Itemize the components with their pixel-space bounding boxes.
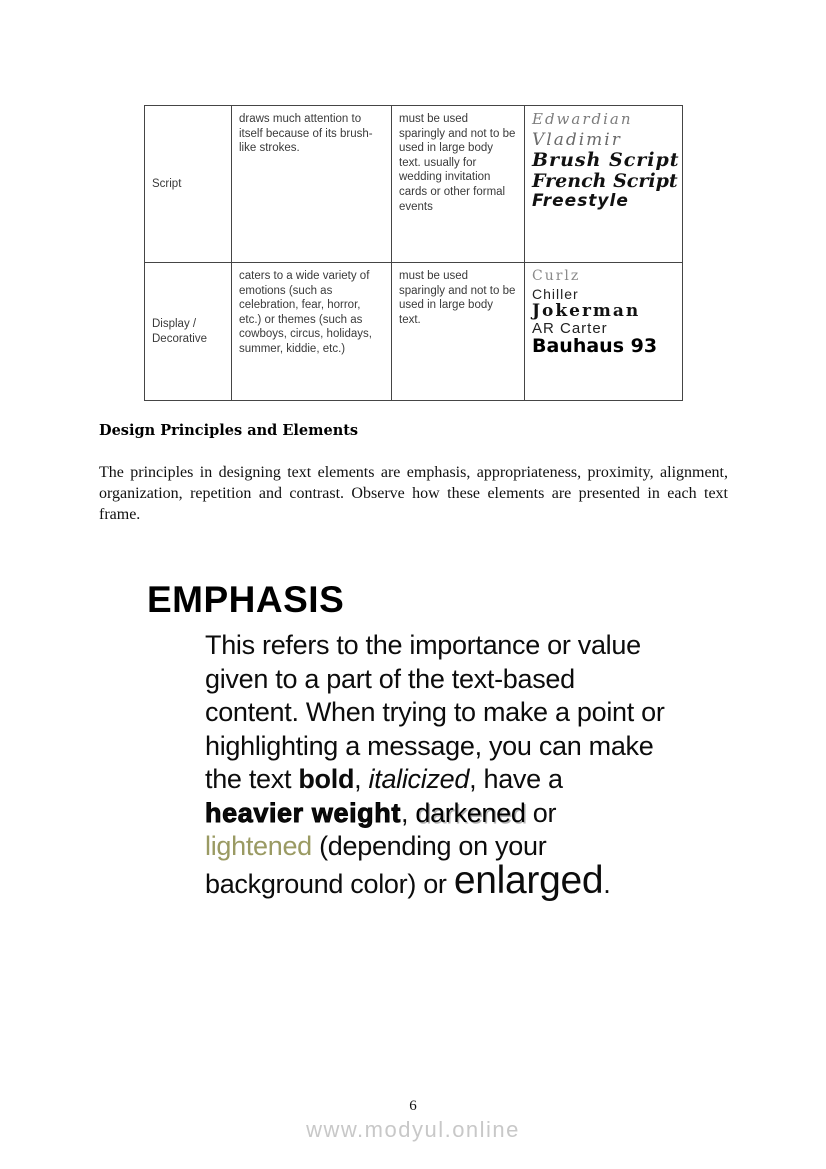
category-label: Script xyxy=(152,177,182,190)
examples-cell xyxy=(525,106,683,263)
usage-cell xyxy=(392,263,525,401)
emphasis-line xyxy=(205,763,705,797)
emphasis-bold-demo: bold xyxy=(298,764,355,794)
font-sample-curlz: Curlz xyxy=(532,268,581,284)
description-cell xyxy=(232,106,392,263)
font-sample-ar-carter: AR Carter xyxy=(532,319,608,337)
emphasis-line xyxy=(205,663,705,697)
table-row xyxy=(145,106,683,263)
emphasis-text: , xyxy=(400,797,416,828)
emphasis-text: , xyxy=(354,764,369,794)
description-text: draws much attention to itself because of its brush-like strokes. xyxy=(239,113,373,155)
usage-text: must be used sparingly and not to be used in large body text. usually for wedding invitation cards or other formal events xyxy=(399,113,516,213)
examples-cell xyxy=(525,263,683,401)
emphasis-line xyxy=(205,797,705,831)
table-row xyxy=(145,263,683,401)
emphasis-text: This refers to the importance or value xyxy=(205,630,641,660)
emphasis-line xyxy=(205,858,705,902)
watermark: www.modyul.online xyxy=(306,1117,520,1142)
usage-cell xyxy=(392,106,525,263)
description-cell xyxy=(232,263,392,401)
description-text: caters to a wide variety of emotions (such as celebration, fear, horror, etc.) or themes (such as cowboys, circus, holidays, summer, kiddie, etc.) xyxy=(239,270,372,355)
emphasis-enlarged-demo: enlarged xyxy=(453,858,604,902)
font-sample-chiller: Chiller xyxy=(532,285,579,302)
page-number: 6 xyxy=(409,1098,417,1114)
emphasis-text: background color) or xyxy=(205,868,454,899)
font-sample-brush-script: Brush Script xyxy=(532,149,680,172)
usage-text: must be used sparingly and not to be used in large body text. xyxy=(399,270,516,326)
category-label: Display / Decorative xyxy=(152,317,207,345)
font-sample-jokerman: Jokerman xyxy=(532,301,641,322)
font-sample-freestyle: Freestyle xyxy=(532,191,629,212)
emphasis-line xyxy=(205,629,705,663)
emphasis-heavy-weight-demo: heavier weight xyxy=(205,797,401,828)
category-cell xyxy=(145,106,232,263)
emphasis-text: or xyxy=(525,797,557,828)
emphasis-line xyxy=(205,696,705,730)
category-cell xyxy=(145,263,232,401)
emphasis-text: . xyxy=(603,868,611,899)
section-paragraph: The principles in designing text elements are emphasis, appropriateness, proximity, alignment, organization, repetition and contrast. Observe how these elements are presented in each text frame. xyxy=(99,464,728,523)
emphasis-darkened-demo: darkened xyxy=(415,797,526,828)
emphasis-lightened-demo: lightened xyxy=(205,831,312,861)
font-categories-table xyxy=(144,105,683,401)
emphasis-heading: EMPHASIS xyxy=(147,579,345,620)
section-heading: Design Principles and Elements xyxy=(99,422,359,439)
font-sample-bauhaus-93: Bauhaus 93 xyxy=(532,335,658,358)
emphasis-text: (depending on your xyxy=(311,831,547,861)
font-sample-edwardian: Edwardian xyxy=(532,110,633,128)
emphasis-text: highlighting a message, you can make xyxy=(205,730,654,761)
emphasis-italic-demo: italicized xyxy=(368,764,470,794)
emphasis-text: given to a part of the text-based xyxy=(205,663,575,694)
emphasis-text: content. When trying to make a point or xyxy=(205,697,665,727)
emphasis-text: the text xyxy=(205,764,299,794)
emphasis-body xyxy=(205,629,705,901)
emphasis-line xyxy=(205,730,705,764)
font-sample-french-script: French Script xyxy=(532,169,678,192)
emphasis-text: , have a xyxy=(469,764,563,794)
font-sample-vladimir: Vladimir xyxy=(532,129,622,150)
